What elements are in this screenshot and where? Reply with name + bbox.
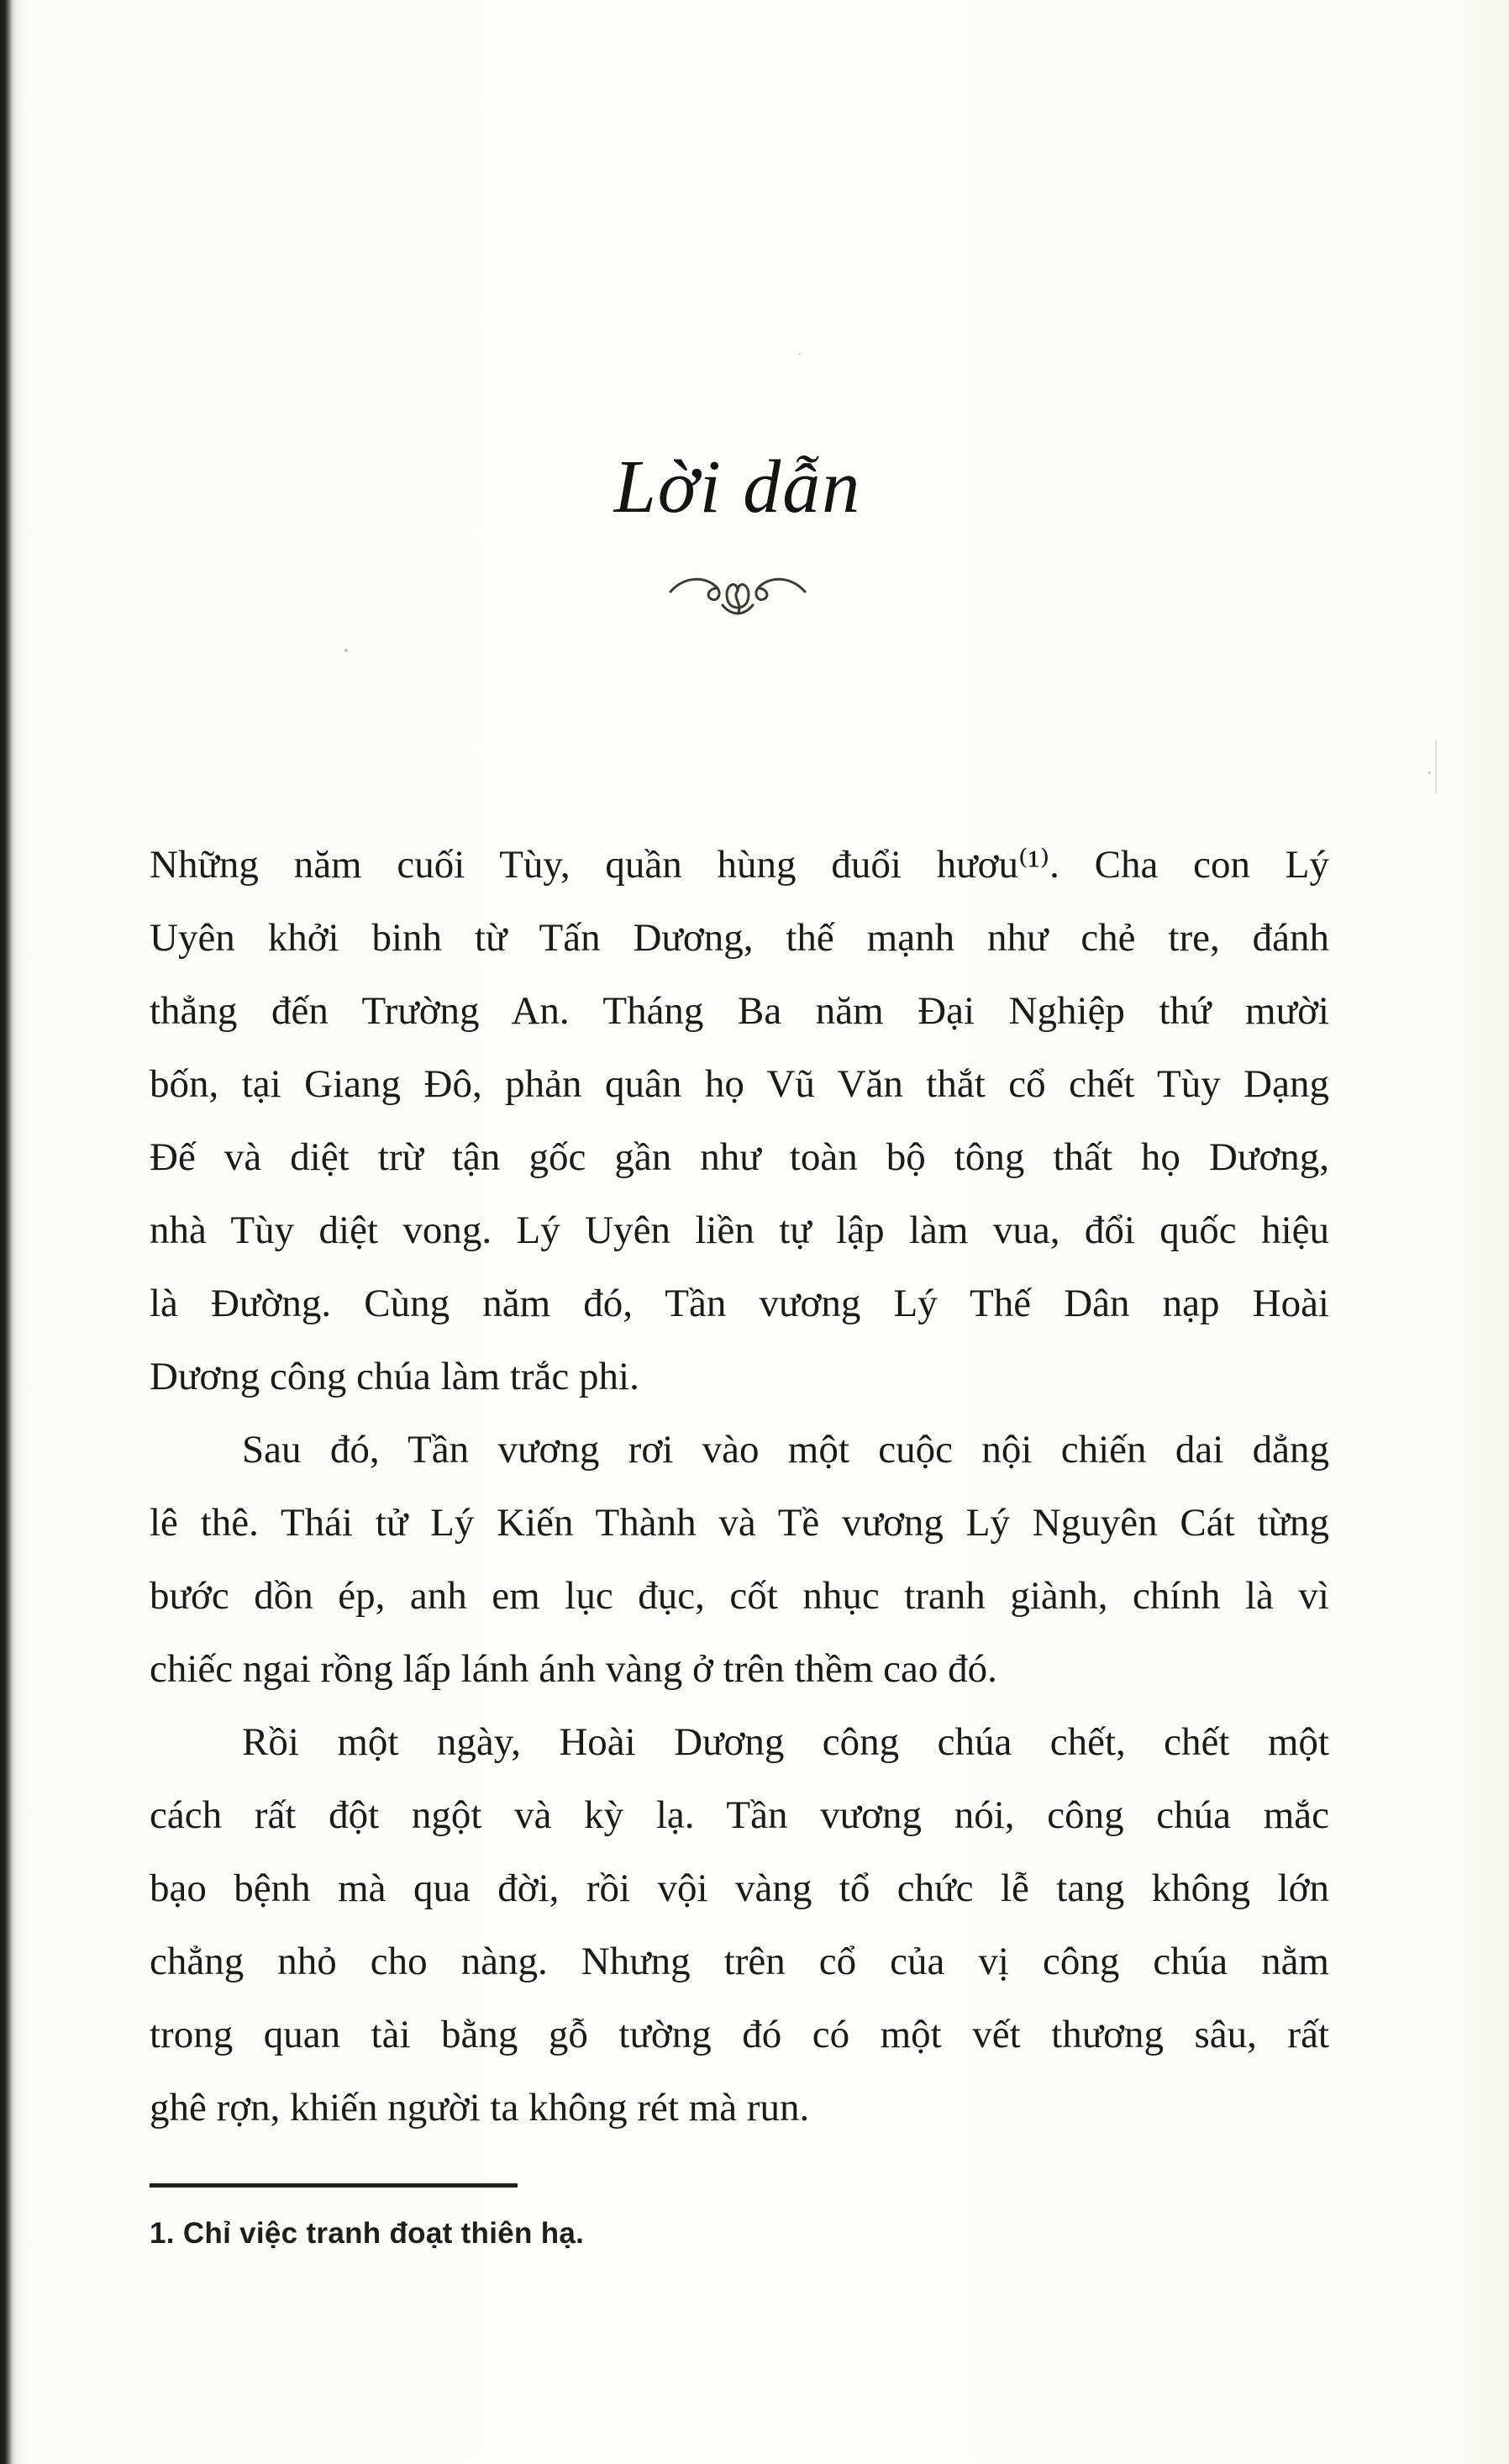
scan-scratch bbox=[1435, 740, 1437, 793]
body-line: thẳng đến Trường An. Tháng Ba năm Đại Nghiệp thứ mười bbox=[150, 989, 1329, 1033]
body-line: Rồi một ngày, Hoài Dương công chúa chết, chết một bbox=[242, 1720, 1329, 1764]
footnote-divider bbox=[150, 2183, 518, 2188]
body-line: nhà Tùy diệt vong. Lý Uyên liền tự lập làm vua, đổi quốc hiệu bbox=[150, 1208, 1329, 1252]
body-line: bước dồn ép, anh em lục đục, cốt nhục tranh giành, chính là vì bbox=[150, 1574, 1329, 1618]
chapter-title: Lời dẫn bbox=[613, 445, 862, 529]
ornament-container bbox=[150, 565, 1326, 628]
body-line: trong quan tài bằng gỗ tường đó có một vết thương sâu, rất bbox=[150, 2013, 1329, 2056]
body-line: Những năm cuối Tùy, quần hùng đuổi hươu⁽¹⁾. Cha con Lý bbox=[150, 843, 1329, 887]
body-line: chiếc ngai rồng lấp lánh ánh vàng ở trên thềm cao đó. bbox=[150, 1647, 997, 1691]
body-text bbox=[150, 829, 1329, 2145]
body-line: cách rất đột ngột và kỳ lạ. Tần vương nói, công chúa mắc bbox=[150, 1793, 1329, 1837]
body-line: Uyên khởi binh từ Tấn Dương, thế mạnh như chẻ tre, đánh bbox=[150, 916, 1329, 960]
scan-speck bbox=[798, 353, 801, 355]
scan-speck bbox=[1428, 771, 1431, 774]
fleuron-ornament-icon bbox=[664, 565, 812, 624]
footnote-text: 1. Chỉ việc tranh đoạt thiên hạ. bbox=[150, 2217, 585, 2250]
scan-speck bbox=[344, 649, 348, 652]
body-line: bạo bệnh mà qua đời, rồi vội vàng tổ chức lễ tang không lớn bbox=[150, 1866, 1329, 1910]
body-line: ghê rợn, khiến người ta không rét mà run. bbox=[150, 2086, 810, 2130]
body-line: lê thê. Thái tử Lý Kiến Thành và Tề vương Lý Nguyên Cát từng bbox=[150, 1501, 1329, 1545]
body-line: Đế và diệt trừ tận gốc gần như toàn bộ tông thất họ Dương, bbox=[150, 1135, 1329, 1179]
body-line: Sau đó, Tần vương rơi vào một cuộc nội chiến dai dẳng bbox=[242, 1428, 1329, 1472]
body-line: là Đường. Cùng năm đó, Tần vương Lý Thế Dân nạp Hoài bbox=[150, 1282, 1329, 1325]
body-line: bốn, tại Giang Đô, phản quân họ Vũ Văn thắt cổ chết Tùy Dạng bbox=[150, 1062, 1329, 1106]
body-line: Dương công chúa làm trắc phi. bbox=[150, 1355, 639, 1398]
scan-gutter-shadow bbox=[0, 0, 22, 2464]
body-line: chẳng nhỏ cho nàng. Nhưng trên cổ của vị công chúa nằm bbox=[150, 1940, 1329, 1983]
